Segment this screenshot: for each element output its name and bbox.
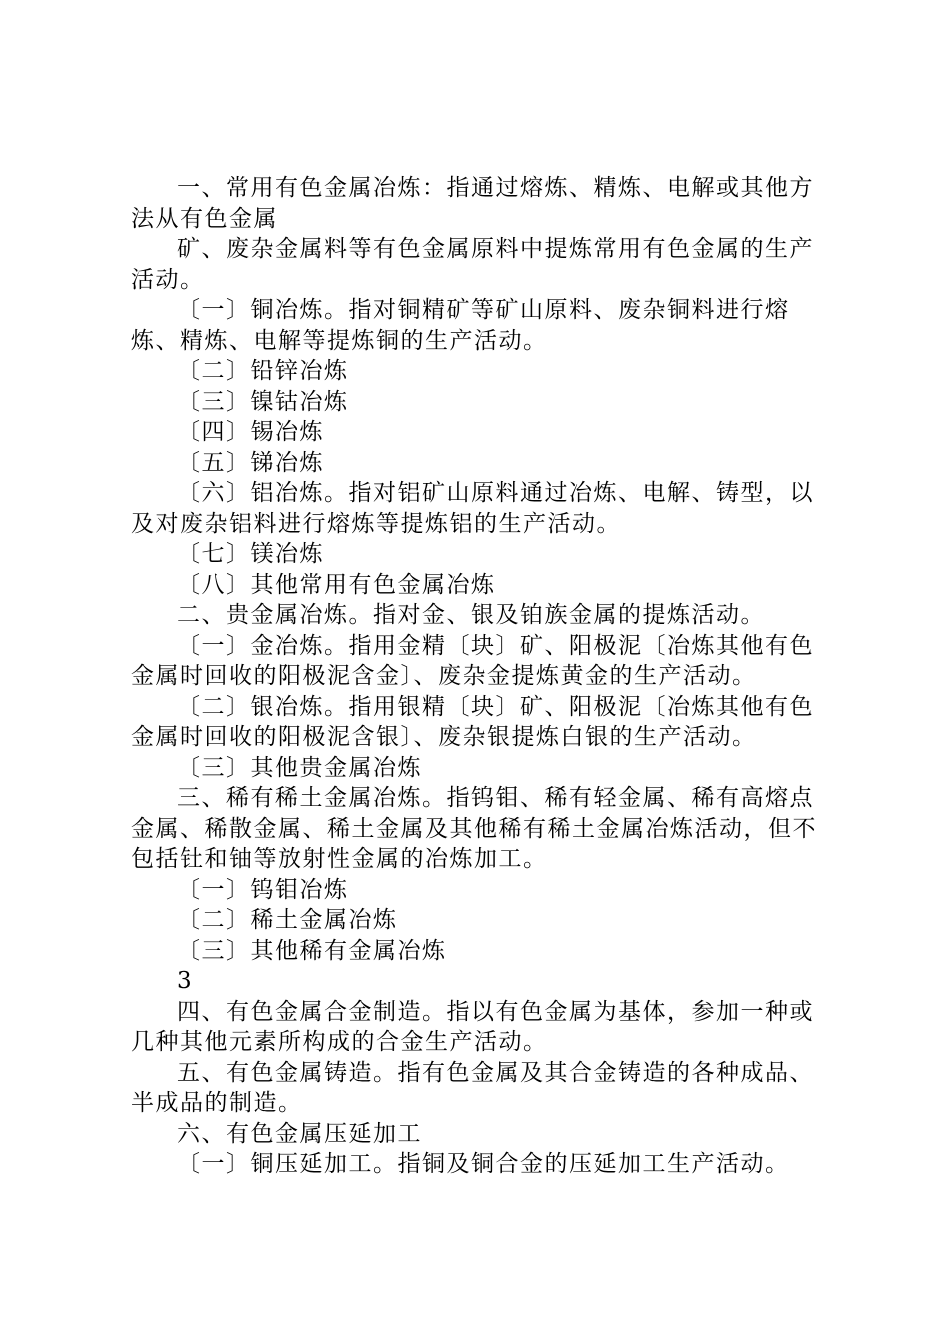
paragraph: 〔五〕锑冶炼 (177, 449, 324, 476)
paragraph: 〔一〕钨钼冶炼 (177, 876, 349, 903)
paragraph: 〔二〕铅锌冶炼 (177, 358, 349, 384)
paragraph: 三、稀有稀土金属冶炼。指钨钼、稀有轻金属、稀有高熔点金属、稀散金属、稀土金属及其他稀有稀土金属冶炼活动，但不包括钍和铀等放射性金属的冶炼加工。 (131, 785, 817, 872)
paragraph: 〔三〕其他稀有金属冶炼 (177, 937, 447, 964)
paragraph: 〔三〕镍钴冶炼 (177, 388, 349, 415)
paragraph: 〔四〕锡冶炼 (177, 419, 324, 445)
paragraph: 〔八〕其他常用有色金属冶炼 (177, 571, 496, 598)
paragraph: 〔一〕铜冶炼。指对铜精矿等矿山原料、废杂铜料进行熔炼、精炼、电解等提炼铜的生产活动。 (131, 297, 790, 354)
paragraph: 一、常用有色金属冶炼：指通过熔炼、精炼、电解或其他方法从有色金属 (131, 175, 814, 232)
paragraph: 〔六〕铝冶炼。指对铝矿山原料通过冶炼、电解、铸型，以及对废杂铝料进行熔炼等提炼铝的生产活动。 (131, 480, 814, 537)
paragraph: 〔七〕镁冶炼 (177, 541, 324, 567)
paragraph: 二、贵金属冶炼。指对金、银及铂族金属的提炼活动。 (177, 602, 765, 628)
paragraph: 五、有色金属铸造。指有色金属及其合金铸造的各种成品、半成品的制造。 (131, 1059, 814, 1116)
paragraph: 〔三〕其他贵金属冶炼 (177, 754, 422, 781)
document-body (131, 173, 831, 1180)
paragraph: 〔一〕金冶炼。指用金精〔块〕矿、阳极泥〔冶炼其他有色金属时回收的阳极泥含金〕、废杂金提炼黄金的生产活动。 (131, 632, 814, 689)
page-number: 3 (177, 968, 192, 994)
paragraph: 〔二〕银冶炼。指用银精〔块〕矿、阳极泥〔冶炼其他有色金属时回收的阳极泥含银〕、废杂银提炼白银的生产活动。 (131, 693, 814, 750)
paragraph: 六、有色金属压延加工 (177, 1120, 422, 1147)
paragraph: 四、有色金属合金制造。指以有色金属为基体，参加一种或几种其他元素所构成的合金生产活动。 (131, 998, 814, 1055)
paragraph: 〔二〕稀土金属冶炼 (177, 907, 398, 933)
paragraph: 矿、废杂金属料等有色金属原料中提炼常用有色金属的生产活动。 (131, 236, 814, 293)
paragraph: 〔一〕铜压延加工。指铜及铜合金的压延加工生产活动。 (177, 1151, 790, 1177)
